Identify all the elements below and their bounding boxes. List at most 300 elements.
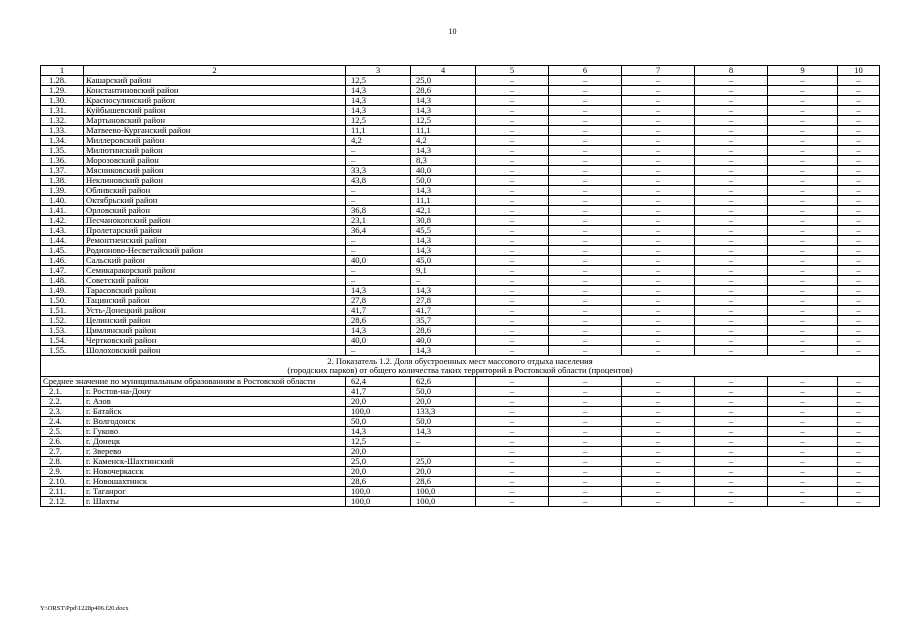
value-col-8: –: [695, 457, 768, 467]
value-col-4: 9,1: [411, 266, 476, 276]
value-col-3: –: [346, 146, 411, 156]
section-heading: [41, 356, 880, 377]
row-name: Неклиновский район: [84, 176, 346, 186]
row-name: Миллеровский район: [84, 136, 346, 146]
value-col-6: –: [549, 296, 622, 306]
value-col-4: 40,0: [411, 166, 476, 176]
value-col-6: –: [549, 166, 622, 176]
value-col-6: –: [549, 336, 622, 346]
value-col-5: –: [476, 126, 549, 136]
value-col-6: –: [549, 326, 622, 336]
value-col-7: –: [622, 286, 695, 296]
page-number: 10: [448, 27, 457, 36]
row-number: 1.34.: [41, 136, 84, 146]
table-row: [41, 447, 880, 457]
value-col-6: –: [549, 246, 622, 256]
value-col-6: –: [549, 76, 622, 86]
value-col-6: –: [549, 407, 622, 417]
value-col-3: –: [346, 246, 411, 256]
table-row: [41, 326, 880, 336]
value-col-5: –: [476, 176, 549, 186]
value-col-3: –: [346, 346, 411, 356]
value-col-3: 25,0: [346, 457, 411, 467]
row-number: 1.33.: [41, 126, 84, 136]
row-number: 1.32.: [41, 116, 84, 126]
row-name: Семикаракорский район: [84, 266, 346, 276]
row-number: 1.43.: [41, 226, 84, 236]
value-col-7: –: [622, 226, 695, 236]
value-col-3: 36,8: [346, 206, 411, 216]
table-row: [41, 246, 880, 256]
value-col-7: –: [622, 346, 695, 356]
value-col-9: –: [768, 336, 838, 346]
row-number: 2.9.: [41, 467, 84, 477]
value-col-4: 4,2: [411, 136, 476, 146]
value-col-6: –: [549, 116, 622, 126]
value-col-7: –: [622, 497, 695, 507]
table-row: [41, 477, 880, 487]
table-row: [41, 106, 880, 116]
row-number: 2.7.: [41, 447, 84, 457]
table-row: [41, 126, 880, 136]
value-col-7: –: [622, 136, 695, 146]
row-number: 2.1.: [41, 387, 84, 397]
value-col-5: –: [476, 417, 549, 427]
row-number: 1.53.: [41, 326, 84, 336]
value-col-9: –: [768, 346, 838, 356]
value-col-3: 14,3: [346, 326, 411, 336]
value-col-8: –: [695, 477, 768, 487]
row-number: 1.51.: [41, 306, 84, 316]
value-col-3: 14,3: [346, 286, 411, 296]
value-col-3: 12,5: [346, 116, 411, 126]
value-col-3: 50,0: [346, 417, 411, 427]
row-name: Ремонтненский район: [84, 236, 346, 246]
table-row: [41, 156, 880, 166]
value-col-5: –: [476, 306, 549, 316]
section-heading-row: [41, 356, 880, 377]
value-col-8: –: [695, 487, 768, 497]
value-col-8: –: [695, 196, 768, 206]
table-row: [41, 116, 880, 126]
table-row: [41, 497, 880, 507]
table-row: [41, 276, 880, 286]
row-name: г. Ростов-на-Дону: [84, 387, 346, 397]
row-name: Родионово-Несветайский район: [84, 246, 346, 256]
row-name: Октябрьский район: [84, 196, 346, 206]
row-number: 2.10.: [41, 477, 84, 487]
value-col-8: –: [695, 316, 768, 326]
value-col-4: 62,6: [411, 377, 476, 387]
row-name: Сальский район: [84, 256, 346, 266]
value-col-7: –: [622, 266, 695, 276]
row-number: 2.2.: [41, 397, 84, 407]
table-row: [41, 457, 880, 467]
column-header: 10: [838, 66, 880, 76]
value-col-5: –: [476, 447, 549, 457]
value-col-7: –: [622, 256, 695, 266]
value-col-9: –: [768, 196, 838, 206]
row-number: 2.6.: [41, 437, 84, 447]
value-col-10: –: [838, 176, 880, 186]
value-col-10: –: [838, 477, 880, 487]
value-col-6: –: [549, 417, 622, 427]
value-col-4: 14,3: [411, 346, 476, 356]
value-col-4: 133,3: [411, 407, 476, 417]
value-col-6: –: [549, 306, 622, 316]
value-col-10: –: [838, 417, 880, 427]
value-col-10: –: [838, 236, 880, 246]
value-col-4: [411, 447, 476, 457]
value-col-4: 14,3: [411, 246, 476, 256]
value-col-8: –: [695, 377, 768, 387]
row-name: Усть-Донецкий район: [84, 306, 346, 316]
row-name: Песчанокопский район: [84, 216, 346, 226]
section-heading-line-1: 2. Показатель 1.2. Доля обустроенных мест массового отдыха населения: [327, 356, 593, 366]
value-col-4: 40,0: [411, 336, 476, 346]
value-col-6: –: [549, 457, 622, 467]
row-number: 2.11.: [41, 487, 84, 497]
value-col-9: –: [768, 377, 838, 387]
value-col-5: –: [476, 186, 549, 196]
value-col-7: –: [622, 236, 695, 246]
row-name: Чертковский район: [84, 336, 346, 346]
value-col-9: –: [768, 216, 838, 226]
value-col-9: –: [768, 427, 838, 437]
value-col-4: 27,8: [411, 296, 476, 306]
value-col-6: –: [549, 136, 622, 146]
value-col-3: 20,0: [346, 467, 411, 477]
table-row: [41, 166, 880, 176]
table-row: [41, 286, 880, 296]
value-col-8: –: [695, 86, 768, 96]
row-number: 1.30.: [41, 96, 84, 106]
row-name: Красносулинский район: [84, 96, 346, 106]
value-col-6: –: [549, 487, 622, 497]
value-col-3: 100,0: [346, 407, 411, 417]
row-number: 1.48.: [41, 276, 84, 286]
value-col-10: –: [838, 276, 880, 286]
value-col-6: –: [549, 387, 622, 397]
value-col-10: –: [838, 196, 880, 206]
value-col-3: 40,0: [346, 336, 411, 346]
value-col-9: –: [768, 316, 838, 326]
row-number: 1.39.: [41, 186, 84, 196]
value-col-8: –: [695, 306, 768, 316]
value-col-5: –: [476, 346, 549, 356]
value-col-3: 14,3: [346, 96, 411, 106]
row-name: Цимлянский район: [84, 326, 346, 336]
value-col-9: –: [768, 266, 838, 276]
value-col-7: –: [622, 377, 695, 387]
table-row: [41, 417, 880, 427]
value-col-7: –: [622, 206, 695, 216]
value-col-4: 35,7: [411, 316, 476, 326]
row-name: г. Донецк: [84, 437, 346, 447]
value-col-10: –: [838, 296, 880, 306]
value-col-5: –: [476, 467, 549, 477]
row-name: Константиновский район: [84, 86, 346, 96]
value-col-9: –: [768, 286, 838, 296]
row-number: 1.46.: [41, 256, 84, 266]
value-col-4: 45,5: [411, 226, 476, 236]
table-row: [41, 256, 880, 266]
value-col-4: 11,1: [411, 126, 476, 136]
row-name: Мясниковский район: [84, 166, 346, 176]
row-number: 1.47.: [41, 266, 84, 276]
value-col-3: 4,2: [346, 136, 411, 146]
row-name: Шолоховский район: [84, 346, 346, 356]
value-col-10: –: [838, 126, 880, 136]
row-number: 1.54.: [41, 336, 84, 346]
table-row: [41, 336, 880, 346]
value-col-6: –: [549, 316, 622, 326]
value-col-4: –: [411, 276, 476, 286]
value-col-8: –: [695, 417, 768, 427]
value-col-5: –: [476, 316, 549, 326]
value-col-8: –: [695, 447, 768, 457]
value-col-4: 25,0: [411, 457, 476, 467]
value-col-9: –: [768, 497, 838, 507]
row-name: Тарасовский район: [84, 286, 346, 296]
value-col-8: –: [695, 286, 768, 296]
row-number: 1.36.: [41, 156, 84, 166]
row-number: 1.40.: [41, 196, 84, 206]
value-col-10: –: [838, 156, 880, 166]
value-col-4: 20,0: [411, 397, 476, 407]
value-col-7: –: [622, 407, 695, 417]
value-col-6: –: [549, 346, 622, 356]
row-name: Милютинский район: [84, 146, 346, 156]
row-name: Тацинский район: [84, 296, 346, 306]
value-col-9: –: [768, 116, 838, 126]
value-col-7: –: [622, 427, 695, 437]
value-col-5: –: [476, 76, 549, 86]
value-col-9: –: [768, 397, 838, 407]
value-col-10: –: [838, 387, 880, 397]
column-header: 2: [84, 66, 346, 76]
value-col-10: –: [838, 316, 880, 326]
value-col-10: –: [838, 346, 880, 356]
table-row: [41, 216, 880, 226]
column-header: 3: [346, 66, 411, 76]
table-row: [41, 306, 880, 316]
table-row: [41, 226, 880, 236]
table-row: [41, 346, 880, 356]
value-col-6: –: [549, 126, 622, 136]
value-col-5: –: [476, 276, 549, 286]
row-number: 1.28.: [41, 76, 84, 86]
value-col-10: –: [838, 306, 880, 316]
value-col-9: –: [768, 447, 838, 457]
value-col-5: –: [476, 487, 549, 497]
value-col-7: –: [622, 116, 695, 126]
value-col-10: –: [838, 146, 880, 156]
value-col-9: –: [768, 206, 838, 216]
row-number: 1.45.: [41, 246, 84, 256]
row-number: 1.41.: [41, 206, 84, 216]
table-row: [41, 487, 880, 497]
value-col-7: –: [622, 156, 695, 166]
value-col-5: –: [476, 397, 549, 407]
value-col-3: 62,4: [346, 377, 411, 387]
column-number-row: [41, 66, 880, 76]
value-col-7: –: [622, 186, 695, 196]
value-col-3: –: [346, 276, 411, 286]
value-col-10: –: [838, 326, 880, 336]
value-col-3: 40,0: [346, 256, 411, 266]
value-col-4: 14,3: [411, 236, 476, 246]
value-col-4: 20,0: [411, 467, 476, 477]
value-col-3: 36,4: [346, 226, 411, 236]
value-col-5: –: [476, 236, 549, 246]
value-col-6: –: [549, 437, 622, 447]
value-col-5: –: [476, 86, 549, 96]
value-col-4: 14,3: [411, 286, 476, 296]
value-col-5: –: [476, 336, 549, 346]
value-col-4: –: [411, 437, 476, 447]
section-heading-line-2: (городских парков) от общего количества таких территорий в Ростовской области (процентов): [287, 365, 633, 376]
value-col-4: 14,3: [411, 186, 476, 196]
value-col-7: –: [622, 176, 695, 186]
average-label: Среднее значение по муниципальным образованиям в Ростовской области: [41, 377, 346, 387]
row-number: 1.31.: [41, 106, 84, 116]
value-col-6: –: [549, 226, 622, 236]
value-col-8: –: [695, 467, 768, 477]
value-col-10: –: [838, 186, 880, 196]
value-col-7: –: [622, 86, 695, 96]
value-col-7: –: [622, 216, 695, 226]
value-col-10: –: [838, 116, 880, 126]
value-col-10: –: [838, 106, 880, 116]
row-number: 1.42.: [41, 216, 84, 226]
value-col-5: –: [476, 437, 549, 447]
value-col-3: 12,5: [346, 76, 411, 86]
value-col-7: –: [622, 417, 695, 427]
value-col-8: –: [695, 266, 768, 276]
value-col-8: –: [695, 296, 768, 306]
value-col-3: 27,8: [346, 296, 411, 306]
value-col-10: –: [838, 216, 880, 226]
value-col-10: –: [838, 256, 880, 266]
value-col-8: –: [695, 276, 768, 286]
value-col-5: –: [476, 296, 549, 306]
value-col-4: 28,6: [411, 326, 476, 336]
value-col-7: –: [622, 126, 695, 136]
value-col-6: –: [549, 156, 622, 166]
row-number: 1.35.: [41, 146, 84, 156]
value-col-7: –: [622, 457, 695, 467]
value-col-6: –: [549, 497, 622, 507]
value-col-6: –: [549, 176, 622, 186]
value-col-10: –: [838, 136, 880, 146]
value-col-7: –: [622, 106, 695, 116]
value-col-3: 20,0: [346, 397, 411, 407]
value-col-6: –: [549, 467, 622, 477]
value-col-3: –: [346, 156, 411, 166]
column-header: 8: [695, 66, 768, 76]
value-col-10: –: [838, 427, 880, 437]
value-col-7: –: [622, 246, 695, 256]
row-number: 2.8.: [41, 457, 84, 467]
value-col-7: –: [622, 437, 695, 447]
table-row: [41, 196, 880, 206]
value-col-7: –: [622, 387, 695, 397]
value-col-8: –: [695, 407, 768, 417]
value-col-6: –: [549, 146, 622, 156]
row-number: 2.4.: [41, 417, 84, 427]
value-col-7: –: [622, 336, 695, 346]
value-col-3: 41,7: [346, 387, 411, 397]
table-row: [41, 96, 880, 106]
value-col-8: –: [695, 186, 768, 196]
value-col-9: –: [768, 296, 838, 306]
value-col-6: –: [549, 427, 622, 437]
value-col-8: –: [695, 76, 768, 86]
value-col-3: 14,3: [346, 106, 411, 116]
value-col-9: –: [768, 477, 838, 487]
value-col-8: –: [695, 96, 768, 106]
value-col-7: –: [622, 306, 695, 316]
value-col-9: –: [768, 276, 838, 286]
value-col-4: 28,6: [411, 477, 476, 487]
value-col-10: –: [838, 206, 880, 216]
row-name: г. Каменск-Шахтинский: [84, 457, 346, 467]
value-col-10: –: [838, 86, 880, 96]
value-col-9: –: [768, 487, 838, 497]
value-col-10: –: [838, 226, 880, 236]
value-col-9: –: [768, 407, 838, 417]
value-col-10: –: [838, 96, 880, 106]
row-name: Пролетарский район: [84, 226, 346, 236]
column-header: 6: [549, 66, 622, 76]
value-col-10: –: [838, 336, 880, 346]
value-col-5: –: [476, 266, 549, 276]
value-col-10: –: [838, 246, 880, 256]
value-col-3: 12,5: [346, 437, 411, 447]
value-col-3: 100,0: [346, 487, 411, 497]
value-col-8: –: [695, 106, 768, 116]
value-col-9: –: [768, 226, 838, 236]
value-col-9: –: [768, 86, 838, 96]
value-col-3: 28,6: [346, 477, 411, 487]
value-col-7: –: [622, 447, 695, 457]
column-header: 9: [768, 66, 838, 76]
value-col-7: –: [622, 316, 695, 326]
value-col-3: 41,7: [346, 306, 411, 316]
row-name: г. Зверево: [84, 447, 346, 457]
file-path-footer: Y:\ORST\Ppd\1228p406.f20.docx: [40, 605, 129, 612]
value-col-5: –: [476, 96, 549, 106]
value-col-7: –: [622, 196, 695, 206]
value-col-5: –: [476, 116, 549, 126]
value-col-4: 14,3: [411, 96, 476, 106]
value-col-4: 45,0: [411, 256, 476, 266]
value-col-7: –: [622, 166, 695, 176]
value-col-4: 14,3: [411, 146, 476, 156]
value-col-5: –: [476, 387, 549, 397]
value-col-5: –: [476, 106, 549, 116]
table-row: [41, 467, 880, 477]
value-col-8: –: [695, 116, 768, 126]
row-name: г. Батайск: [84, 407, 346, 417]
value-col-10: –: [838, 266, 880, 276]
row-name: Мартыновский район: [84, 116, 346, 126]
value-col-5: –: [476, 326, 549, 336]
row-number: 1.52.: [41, 316, 84, 326]
row-number: 1.37.: [41, 166, 84, 176]
row-name: Орловский район: [84, 206, 346, 216]
